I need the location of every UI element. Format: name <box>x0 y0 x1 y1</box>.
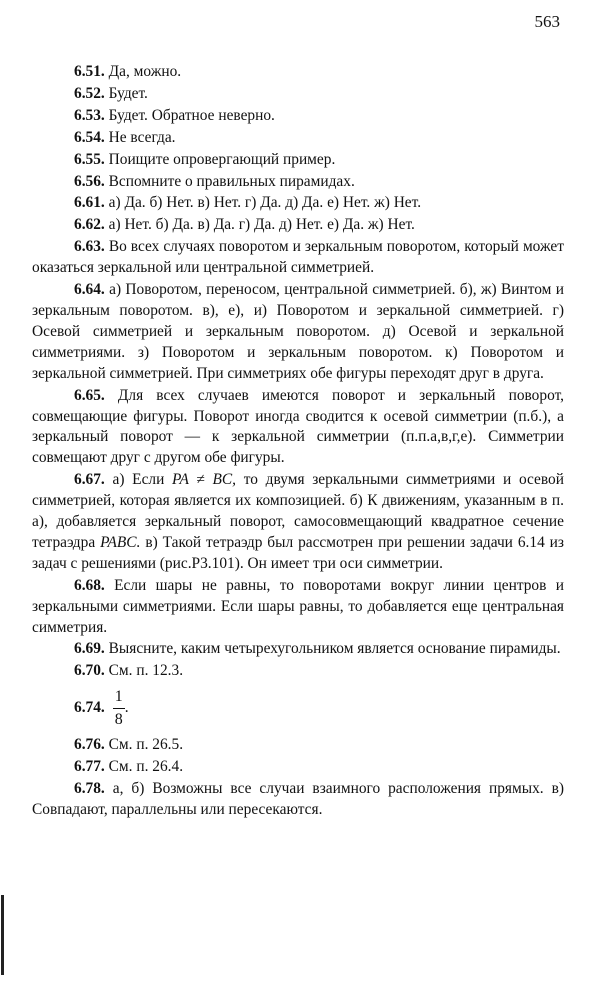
answer-text: Для всех случаев имеются поворот и зеркальный поворот, совмещающие фигуры. Поворот иногда сводится к осевой симметрии (п.б.), а зеркальный поворот — к зеркальной симметрии (п.п.а,в,г,е). Симметрии совмещают друг с другом обе фигуры. <box>32 386 564 467</box>
answer-text: а) Поворотом, переносом, центральной симметрией. б), ж) Винтом и зеркальным поворотом. в), е), и) Поворотом и зеркальной симметрией. г) Осевой симметрией и зеркальным поворотом. д) Осевой и зеркальной симметриями. з) Поворотом и зеркальным поворотом. к) Поворотом и зеркальной симметрией. При симметриях обе фигуры переходят друг в друга. <box>32 281 564 382</box>
fraction-period: . <box>124 699 129 717</box>
answer-6-76 <box>74 735 564 756</box>
fraction-denominator: 8 <box>114 711 123 729</box>
answer-text: См. п. 26.5. <box>108 736 184 754</box>
answer-6-53 <box>74 106 564 127</box>
fraction-bar <box>113 708 125 709</box>
answer-text: то двумя зеркальными симметриями и осевой симметрией, которая является их композицией. б) К движениям, указанным в п. а), добавляется зеркальный поворот, самосовмещающий квадратное сечение тетраэдра <box>32 471 564 551</box>
answer-6-63 <box>32 237 564 279</box>
answer-text: Не всегда. <box>108 128 176 146</box>
answer-6-51 <box>74 62 564 83</box>
answer-number: 6.67. <box>74 471 105 489</box>
answer-number: 6.76. <box>74 736 105 754</box>
answer-text: Будет. Обратное неверно. <box>108 106 275 124</box>
answer-number: 6.55. <box>74 150 105 168</box>
answer-6-61 <box>74 193 564 214</box>
answer-text: См. п. 12.3. <box>108 662 184 680</box>
answer-6-64 <box>32 280 564 385</box>
answer-number: 6.53. <box>74 106 105 124</box>
answer-text: а) Если <box>112 471 165 489</box>
answer-6-65 <box>32 386 564 470</box>
answer-number: 6.62. <box>74 216 105 234</box>
answer-6-54 <box>74 128 564 149</box>
answer-6-67 <box>32 470 564 575</box>
answer-text: Выясните, каким четырехугольником является основание пирамиды. <box>108 640 561 658</box>
answer-text: Поищите опровергающий пример. <box>108 150 336 168</box>
math-expression: PA ≠ BC, <box>172 471 236 489</box>
answer-6-74 <box>74 688 564 729</box>
answer-number: 6.52. <box>74 84 105 102</box>
answer-text: Во всех случаях поворотом и зеркальным поворотом, который может оказаться зеркальной или центральной симметрией. <box>32 238 564 277</box>
answer-text: Будет. <box>108 84 148 102</box>
answer-number: 6.56. <box>74 172 105 190</box>
answer-text: а) Нет. б) Да. в) Да. г) Да. д) Нет. е) Да. ж) Нет. <box>108 216 415 234</box>
math-expression: PABC. <box>100 533 141 551</box>
answer-number: 6.64. <box>74 281 105 299</box>
answer-number: 6.78. <box>74 780 105 798</box>
answer-6-56 <box>74 172 564 193</box>
answer-number: 6.65. <box>74 386 105 404</box>
answer-text: Вспомните о правильных пирамидах. <box>108 172 355 190</box>
answer-text: а, б) Возможны все случаи взаимного расположения прямых. в) Совпадают, параллельны или пересекаются. <box>32 780 564 818</box>
left-margin-rule <box>1 895 4 975</box>
answer-6-78 <box>32 779 564 821</box>
answer-6-62 <box>74 215 564 236</box>
answer-6-68 <box>32 576 564 639</box>
answer-number: 6.63. <box>74 238 105 256</box>
answer-number: 6.69. <box>74 640 105 658</box>
answer-6-70 <box>74 661 564 682</box>
answer-text: См. п. 26.4. <box>108 758 184 776</box>
answer-6-69 <box>32 639 564 660</box>
answer-text: Если шары не равны, то поворотами вокруг линии центров и зеркальными симметриями. Если шары равны, то добавляется еще центральная симметрия. <box>32 576 564 636</box>
fraction-numerator: 1 <box>114 688 123 706</box>
answer-text: а) Да. б) Нет. в) Нет. г) Да. д) Да. е) Нет. ж) Нет. <box>108 194 422 212</box>
page-number: 563 <box>534 12 560 31</box>
answer-number: 6.68. <box>74 576 105 594</box>
answer-number: 6.77. <box>74 758 105 776</box>
answer-text: Да, можно. <box>108 63 182 80</box>
answer-text: в) Такой тетраэдр был рассмотрен при решении задачи 6.14 из задач с решениями (рис.Р3.101). Он имеет три оси симметрии. <box>32 533 564 572</box>
answer-6-55 <box>74 150 564 171</box>
answer-number: 6.61. <box>74 194 105 212</box>
answer-number: 6.54. <box>74 128 105 146</box>
answer-6-52 <box>74 84 564 105</box>
answer-number: 6.74. <box>74 699 105 717</box>
answer-number: 6.70. <box>74 662 105 680</box>
answers-list <box>32 62 564 822</box>
answer-number: 6.51. <box>74 63 105 80</box>
answer-6-77 <box>74 757 564 778</box>
fraction <box>113 688 125 729</box>
